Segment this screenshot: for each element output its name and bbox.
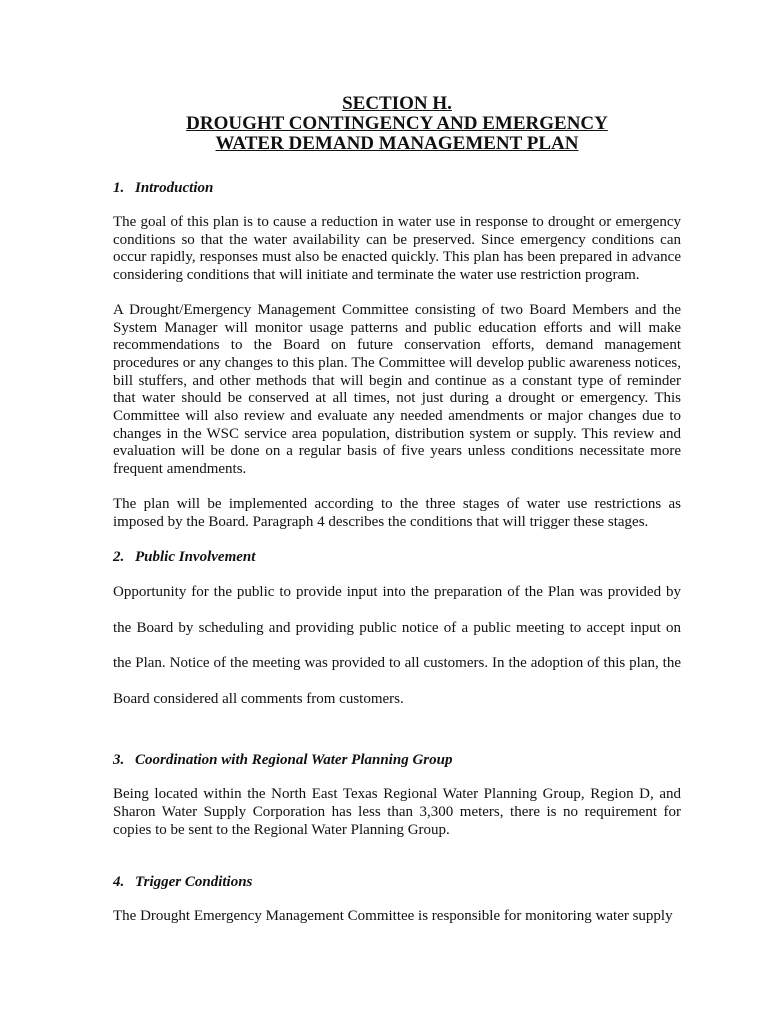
section-heading-public-involvement: 2. Public Involvement: [113, 549, 256, 566]
document-page: [113, 94, 681, 926]
paragraph-introduction-committee: A Drought/Emergency Management Committee consisting of two Board Members and the System Manager will monitor usage patterns and public education efforts and will make recommendations to the Board on future conservation efforts, demand management procedures or any changes to this plan. The Committee will develop public awareness notices, bill stuffers, and other methods that will begin and continue as a constant type of reminder that water should be conserved at all times, not just during a drought or emergency. This Committee will also review and evaluate any needed amendments or major changes due to changes in the WSC service area population, distribution system or supply. This review and evaluation will be done on a regular basis of five years unless conditions necessitate more frequent amendments.: [113, 301, 681, 478]
paragraph-introduction-goal: The goal of this plan is to cause a reduction in water use in response to drought or emergency conditions so that the water availability can be preserved. Since emergency conditions can occur rapidly, responses must also be enacted quickly. This plan has been prepared in advance considering conditions that will initiate and terminate the water use restriction program.: [113, 214, 681, 284]
title-line-drought: DROUGHT CONTINGENCY AND EMERGENCY: [186, 113, 608, 134]
paragraph-introduction-stages: The plan will be implemented according to the three stages of water use restrictions as imposed by the Board. Paragraph 4 describes the conditions that will trigger these stages.: [113, 495, 681, 530]
document-title: [113, 94, 681, 154]
title-line-section: SECTION H.: [342, 93, 452, 114]
section-heading-introduction: 1. Introduction: [113, 180, 214, 196]
paragraph-coordination: Being located within the North East Texas Regional Water Planning Group, Region D, and Sharon Water Supply Corporation has less than 3,300 meters, there is no requirement for copies to be sent to the Regional Water Planning Group.: [113, 786, 681, 838]
section-heading-coordination: 3. Coordination with Regional Water Planning Group: [113, 752, 453, 769]
paragraph-trigger-conditions: The Drought Emergency Management Committee is responsible for monitoring water supply: [113, 908, 673, 925]
title-line-water: WATER DEMAND MANAGEMENT PLAN: [215, 133, 579, 154]
paragraph-public-involvement: Opportunity for the public to provide input into the preparation of the Plan was provided by the Board by scheduling and providing public notice of a public meeting to accept input on the Plan. Notice of the meeting was provided to all customers. In the adoption of this plan, the Board considered all comments from customers.: [113, 584, 681, 707]
section-heading-trigger-conditions: 4. Trigger Conditions: [113, 874, 253, 891]
